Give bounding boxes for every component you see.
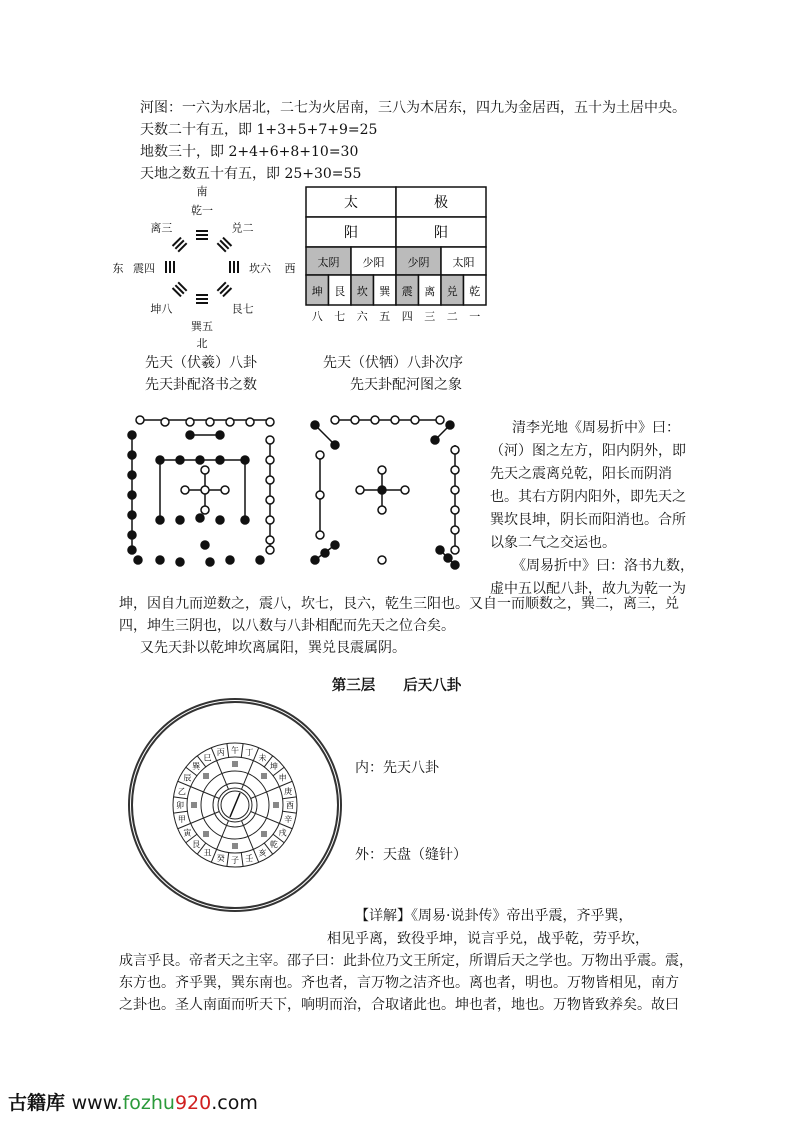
table-cell-label: 太阴	[317, 256, 340, 269]
order-number: 二	[446, 310, 458, 323]
yin-dot	[186, 431, 194, 439]
direction-label: 西	[284, 262, 295, 275]
compass-needle-icon	[230, 793, 240, 817]
yang-dot	[411, 416, 419, 424]
compass-outer-label: 外：天盘（缝针）	[355, 847, 467, 863]
yang-dot	[266, 418, 274, 426]
yang-dot	[451, 486, 459, 494]
yang-dot	[266, 496, 274, 504]
figure-caption: 先天卦配河图之象	[350, 377, 462, 393]
yin-dot	[128, 491, 136, 499]
table-cell-label: 艮	[334, 285, 346, 298]
ring-divider	[283, 797, 297, 799]
yang-dot	[316, 491, 324, 499]
section-title: 后天八卦	[403, 678, 462, 694]
order-number: 三	[424, 310, 436, 323]
table-cell-label: 巽	[379, 285, 391, 298]
yang-dot	[266, 476, 274, 484]
ring-divider	[174, 797, 188, 799]
compass-inner-label: 内：先天八卦	[355, 760, 439, 776]
yang-dot	[266, 456, 274, 464]
trigram-label: 坎六	[249, 262, 271, 275]
yang-dot	[201, 486, 209, 494]
footer-watermark	[8, 1088, 258, 1115]
trigram-label: 震四	[133, 262, 155, 275]
yin-dot	[431, 436, 439, 444]
table-cell-label: 太	[344, 195, 358, 211]
yin-dot	[156, 456, 164, 464]
yin-dot	[378, 486, 386, 494]
mountain-label: 子	[231, 856, 239, 865]
yang-dot	[266, 546, 274, 554]
yin-dot	[311, 556, 319, 564]
order-number: 八	[311, 310, 323, 323]
mountain-label: 辛	[284, 815, 293, 825]
xiantian-bagua-diagram	[110, 185, 295, 350]
yang-dot	[378, 506, 386, 514]
mountain-label: 戌	[278, 828, 287, 838]
yin-dot	[216, 456, 224, 464]
luoshu-diagram	[300, 410, 465, 575]
footer-url-suffix: .com	[211, 1092, 258, 1114]
table-cell-label: 阳	[434, 225, 448, 241]
mountain-label: 亥	[258, 848, 267, 858]
body-line: 坤，因自九而逆数之，震八，坎七，艮六，乾生三阳也。又自一而顺数之，巽二，离三，兑	[119, 596, 679, 612]
yin-dot	[241, 516, 249, 524]
mountain-label: 巽	[192, 762, 201, 772]
mountain-label: 壬	[245, 854, 254, 864]
mountain-label: 庚	[284, 786, 293, 796]
bagua-order-table	[300, 185, 495, 325]
yin-dot	[128, 471, 136, 479]
table-cell-label: 少阳	[362, 256, 385, 269]
ring-divider	[283, 811, 297, 813]
mountain-label: 癸	[216, 854, 225, 864]
yin-dot	[128, 531, 136, 539]
trigram-label: 巽五	[191, 320, 213, 333]
detail-line: 相见乎离，致役乎坤，说言乎兑，战乎乾，劳乎坎，	[327, 931, 649, 947]
yin-dot	[451, 561, 459, 569]
mountain-label: 申	[278, 773, 287, 783]
yang-dot	[161, 418, 169, 426]
intro-line: 地数三十，即 2+4+6+8+10=30	[140, 144, 359, 160]
body-line: 也。其右方阴内阳外，即先天之	[490, 489, 686, 505]
order-number: 四	[401, 310, 413, 323]
yin-dot	[156, 516, 164, 524]
table-cell-label: 少阴	[407, 256, 430, 269]
yin-dot	[311, 421, 319, 429]
trigram-label: 艮七	[231, 302, 254, 316]
detail-line: 之卦也。圣人南面而听天下，响明而治，合取诸此也。坤也者，地也。万物皆致养矣。故曰	[119, 997, 679, 1013]
order-number: 一	[469, 310, 481, 323]
yang-dot	[206, 418, 214, 426]
table-cell-label: 乾	[469, 285, 481, 298]
table-cell-label: 极	[434, 195, 448, 211]
mountain-label: 未	[258, 753, 267, 763]
yang-dot	[316, 531, 324, 539]
mountain-label: 辰	[183, 773, 192, 783]
yin-dot	[196, 456, 204, 464]
yin-dot	[216, 431, 224, 439]
footer-url-green: fozhu	[122, 1092, 175, 1114]
order-number: 五	[379, 310, 391, 323]
mountain-label: 乾	[269, 839, 278, 849]
yin-dot	[436, 546, 444, 554]
mountain-label: 寅	[183, 828, 192, 838]
yang-dot	[401, 486, 409, 494]
detail-line: 东方也。齐乎巽，巽东南也。齐也者，言万物之洁齐也。离也者，明也。万物皆相见，南方	[119, 975, 679, 991]
mountain-label: 巳	[203, 753, 212, 763]
yang-dot	[378, 466, 386, 474]
trigram-label: 离三	[150, 221, 173, 235]
mountain-label: 甲	[177, 815, 186, 825]
yang-dot	[331, 416, 339, 424]
yin-dot	[256, 556, 264, 564]
yin-dot	[128, 451, 136, 459]
table-cell-label: 坎	[356, 285, 368, 298]
yang-dot	[371, 416, 379, 424]
yang-dot	[436, 416, 444, 424]
yin-dot	[128, 511, 136, 519]
ring-divider	[174, 811, 188, 813]
luopan-compass-diagram	[125, 695, 345, 915]
yang-dot	[451, 466, 459, 474]
yin-dot	[216, 516, 224, 524]
yang-dot	[451, 526, 459, 534]
table-cell-label: 坤	[311, 285, 323, 298]
mountain-label: 酉	[286, 801, 294, 810]
body-line: 又先天卦以乾坤坎离属阳，巽兑艮震属阴。	[140, 640, 406, 656]
yin-dot	[201, 541, 209, 549]
detail-line: 成言乎艮。帝者天之主宰。邵子曰：此卦位乃文王所定，所谓后天之学也。万物出乎震。震，	[119, 953, 693, 969]
yin-dot	[176, 558, 184, 566]
trigram-label: 坤八	[150, 302, 173, 316]
table-cell-label: 兑	[446, 285, 458, 298]
mountain-label: 坤	[269, 762, 278, 772]
section-layer: 第三层	[331, 678, 376, 694]
body-line: 清李光地《周易折中》曰：	[512, 420, 680, 436]
section-heading	[0, 674, 793, 695]
table-cell-label: 阳	[344, 225, 358, 241]
yin-dot	[156, 556, 164, 564]
yang-dot	[266, 436, 274, 444]
yin-dot	[206, 558, 214, 566]
yin-dot	[226, 556, 234, 564]
order-number: 七	[334, 310, 346, 323]
yang-dot	[356, 486, 364, 494]
yang-dot	[451, 546, 459, 554]
mountain-label: 卯	[176, 801, 184, 810]
yang-dot	[186, 418, 194, 426]
mountain-label: 丑	[203, 848, 212, 858]
direction-label: 北	[196, 337, 208, 350]
mountain-label: 丙	[216, 747, 225, 757]
yang-dot	[246, 418, 254, 426]
yang-dot	[316, 451, 324, 459]
yin-dot	[196, 514, 204, 522]
yin-dot	[176, 456, 184, 464]
mountain-label: 艮	[192, 839, 201, 849]
yin-dot	[444, 554, 452, 562]
figure-caption: 先天卦配洛书之数	[145, 377, 257, 393]
yang-dot	[378, 556, 386, 564]
yin-dot	[321, 549, 329, 557]
ring-divider	[227, 853, 229, 867]
detail-line: 【详解】《周易·说卦传》帝出乎震，齐乎巽，	[355, 908, 633, 924]
footer-brand: 古籍库	[8, 1092, 66, 1114]
body-line: 虚中五以配八卦，故九为乾一为	[490, 581, 686, 597]
body-line: 先天之震离兑乾，阳长而阴消	[490, 466, 672, 482]
yang-dot	[201, 506, 209, 514]
table-cell-label: 震	[401, 285, 413, 298]
intro-line: 河图：一六为水居北，二七为火居南，三八为木居东，四九为金居西，五十为土居中央。	[140, 100, 686, 116]
yang-dot	[266, 536, 274, 544]
yang-dot	[226, 418, 234, 426]
yang-dot	[451, 446, 459, 454]
yin-dot	[446, 421, 454, 429]
yang-dot	[181, 486, 189, 494]
yin-dot	[134, 556, 142, 564]
body-line: 巽坎艮坤，阴长而阳消也。合所	[490, 512, 686, 528]
order-number: 六	[356, 310, 368, 323]
yang-dot	[201, 466, 209, 474]
body-line: 四，坤生三阴也，以八数与八卦相配而先天之位合矣。	[119, 618, 455, 634]
mountain-label: 乙	[177, 786, 186, 796]
intro-line: 天地之数五十有五，即 25+30=55	[140, 166, 362, 182]
body-line: 《周易折中》曰：洛书九数，	[512, 558, 694, 574]
ring-divider	[227, 744, 229, 758]
yang-dot	[221, 486, 229, 494]
ring-divider	[241, 744, 243, 758]
footer-url-prefix: www.	[71, 1092, 123, 1114]
direction-label: 南	[196, 185, 208, 198]
yang-dot	[391, 416, 399, 424]
mountain-label: 午	[231, 746, 239, 755]
figure-caption: 先天（伏牺）八卦次序	[323, 355, 463, 371]
yin-dot	[176, 516, 184, 524]
hetu-diagram	[120, 410, 290, 575]
table-cell-label: 离	[424, 285, 436, 298]
yin-dot	[331, 441, 339, 449]
yin-dot	[241, 456, 249, 464]
yang-dot	[136, 416, 144, 424]
yin-dot	[128, 431, 136, 439]
intro-line: 天数二十有五，即 1+3+5+7+9=25	[140, 122, 378, 138]
yin-dot	[331, 541, 339, 549]
direction-label: 东	[112, 262, 124, 275]
body-line: 以象二气之交运也。	[490, 535, 616, 551]
yin-dot	[128, 546, 136, 554]
trigram-label: 乾一	[191, 204, 213, 217]
mountain-label: 丁	[245, 747, 254, 757]
figure-caption: 先天（伏羲）八卦	[145, 355, 257, 371]
yang-dot	[451, 506, 459, 514]
ring-divider	[241, 853, 243, 867]
footer-url-red: 920	[174, 1092, 212, 1114]
table-cell-label: 太阳	[452, 256, 475, 269]
trigram-label: 兑二	[231, 221, 254, 235]
yang-dot	[351, 416, 359, 424]
yang-dot	[266, 516, 274, 524]
body-line: （河）图之左方，阳内阴外，即	[490, 443, 686, 459]
